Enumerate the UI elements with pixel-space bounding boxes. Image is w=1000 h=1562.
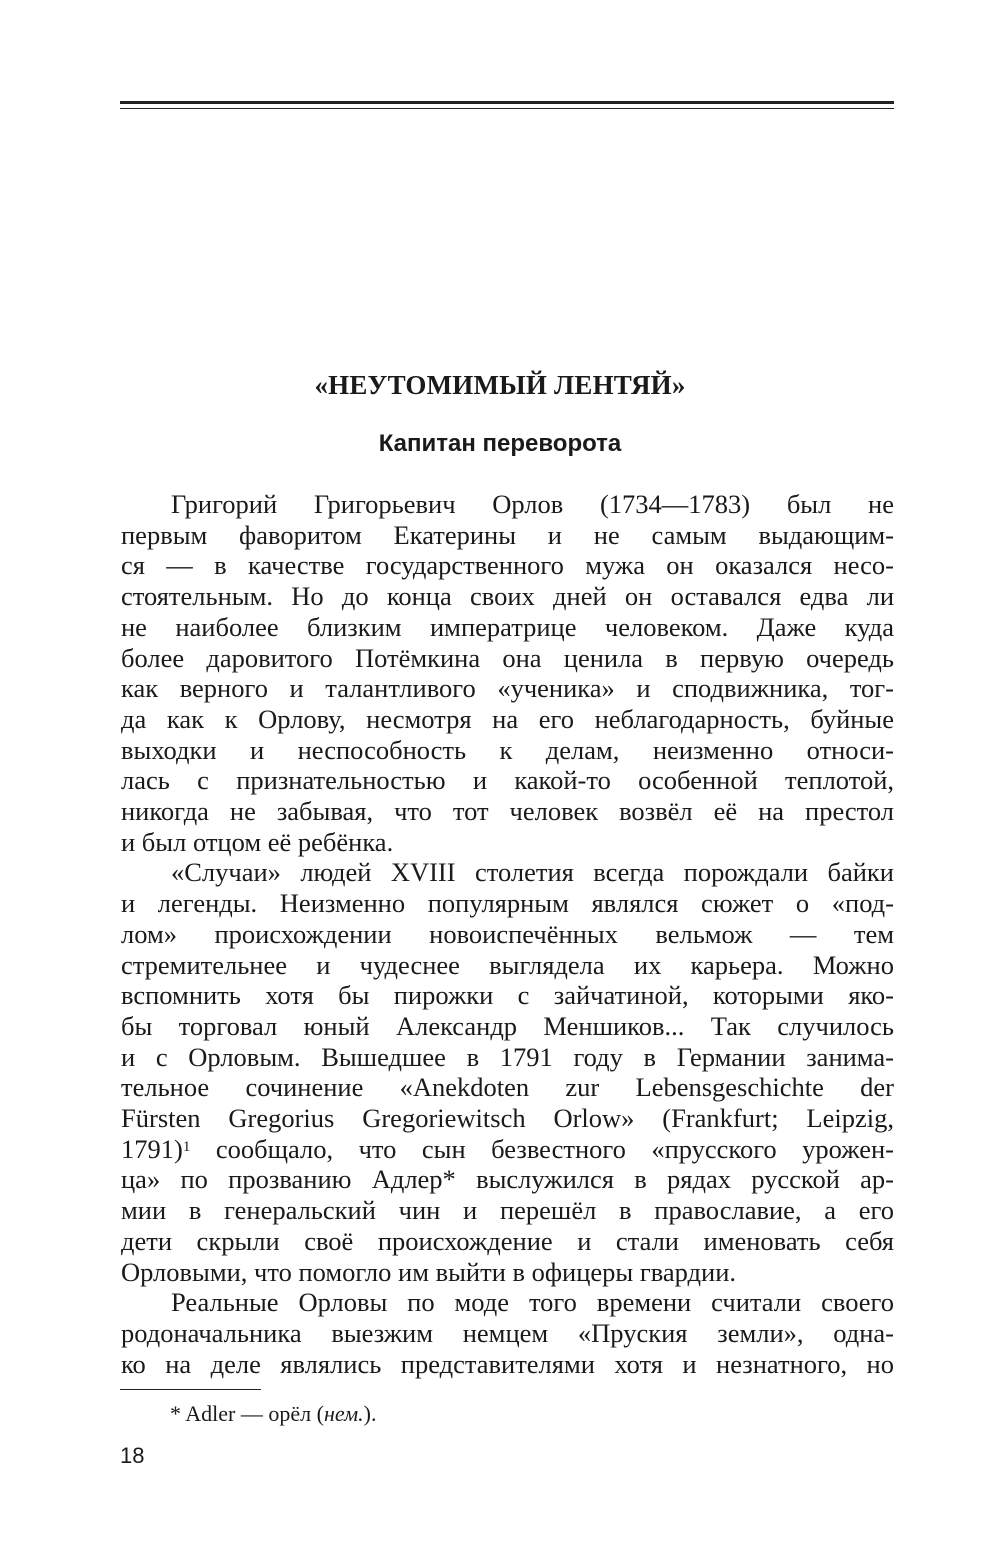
footnote-italic: нем.	[323, 1401, 364, 1426]
text-line: ко на деле являлись представителями хотя и незнатного, но	[121, 1348, 894, 1379]
text-line: лом» происхождении новоиспечённых вельмож — тем	[121, 918, 894, 949]
text-line: и был отцом её ребёнка.	[121, 826, 394, 857]
text-line: первым фаворитом Екатерины и не самым выдающим-	[121, 519, 894, 550]
footnote-ref-1: 1	[182, 1138, 191, 1155]
text-line: более даровитого Потёмкина она ценила в первую очередь	[121, 642, 894, 673]
text-line: лась с признательностью и какой-то особенной теплотой,	[121, 765, 894, 796]
text-line: и с Орловым. Вышедшее в 1791 году в Германии занима-	[121, 1041, 894, 1072]
text-line: родоначальника выезжим немцем «Пруския земли», одна-	[121, 1317, 894, 1348]
section-title: Капитан переворота	[378, 430, 622, 457]
text-line: вспомнить хотя бы пирожки с зайчатиной, которыми яко-	[121, 980, 894, 1011]
footnote-rule	[120, 1389, 261, 1390]
page-number: 18	[120, 1443, 145, 1468]
text-line: Реальные Орловы по моде того времени считали своего	[171, 1287, 894, 1318]
text-line: Fürsten Gregorius Gregoriewitsch Orlow» (Frankfurt; Leipzig,	[121, 1103, 894, 1134]
text-fragment: сообщало, что сын безвестного «прусского урожен-	[215, 1133, 894, 1164]
paragraph-2	[121, 857, 894, 1287]
text-line: «Случаи» людей XVIII столетия всегда порождали байки	[171, 857, 894, 888]
text-fragment: 1791)	[121, 1133, 183, 1164]
text-line: стремительнее и чудеснее выглядела их карьера. Можно	[121, 949, 894, 980]
footnote-suffix: ).	[363, 1401, 377, 1426]
body-text	[121, 489, 894, 1379]
text-line: стоятельным. Но до конца своих дней он оставался едва ли	[121, 581, 894, 612]
text-line: да как к Орлову, несмотря на его неблагодарность, буйные	[121, 703, 894, 734]
text-line: как верного и талантливого «ученика» и сподвижника, тог-	[121, 673, 894, 704]
text-line: ся — в качестве государственного мужа он оказался несо-	[121, 550, 894, 581]
footnote-text: * Adler — орёл (	[170, 1401, 324, 1426]
text-line: выходки и неспособность к делам, неизменно относи-	[121, 734, 894, 765]
text-line: никогда не забывая, что тот человек возвёл её на престол	[121, 796, 894, 827]
header-rule-thick	[120, 101, 894, 104]
text-line: Орловыми, что помогло им выйти в офицеры гвардии.	[121, 1256, 737, 1287]
text-line: бы торговал юный Александр Меншиков... Так случилось	[121, 1010, 894, 1041]
text-line: дети скрыли своё происхождение и стали именовать себя	[121, 1225, 894, 1256]
text-line: не наиболее близким императрице человеком. Даже куда	[121, 611, 894, 642]
text-line: Григорий Григорьевич Орлов (1734—1783) был не	[171, 489, 894, 519]
header-rule-thin	[120, 108, 894, 109]
chapter-title: «НЕУТОМИМЫЙ ЛЕНТЯЙ»	[314, 370, 686, 400]
text-line: тельное сочинение «Anekdoten zur Lebensgeschichte der	[121, 1072, 894, 1103]
paragraph-3	[121, 1287, 894, 1379]
footnote	[170, 1401, 376, 1427]
text-line-with-footnote-ref	[121, 1134, 894, 1165]
text-line: и легенды. Неизменно популярным являлся сюжет о «под-	[121, 888, 894, 919]
paragraph-1	[121, 489, 894, 857]
text-line: ца» по прозванию Адлер* выслужился в рядах русской ар-	[121, 1164, 894, 1195]
text-line: мии в генеральский чин и перешёл в православие, а его	[121, 1195, 894, 1226]
